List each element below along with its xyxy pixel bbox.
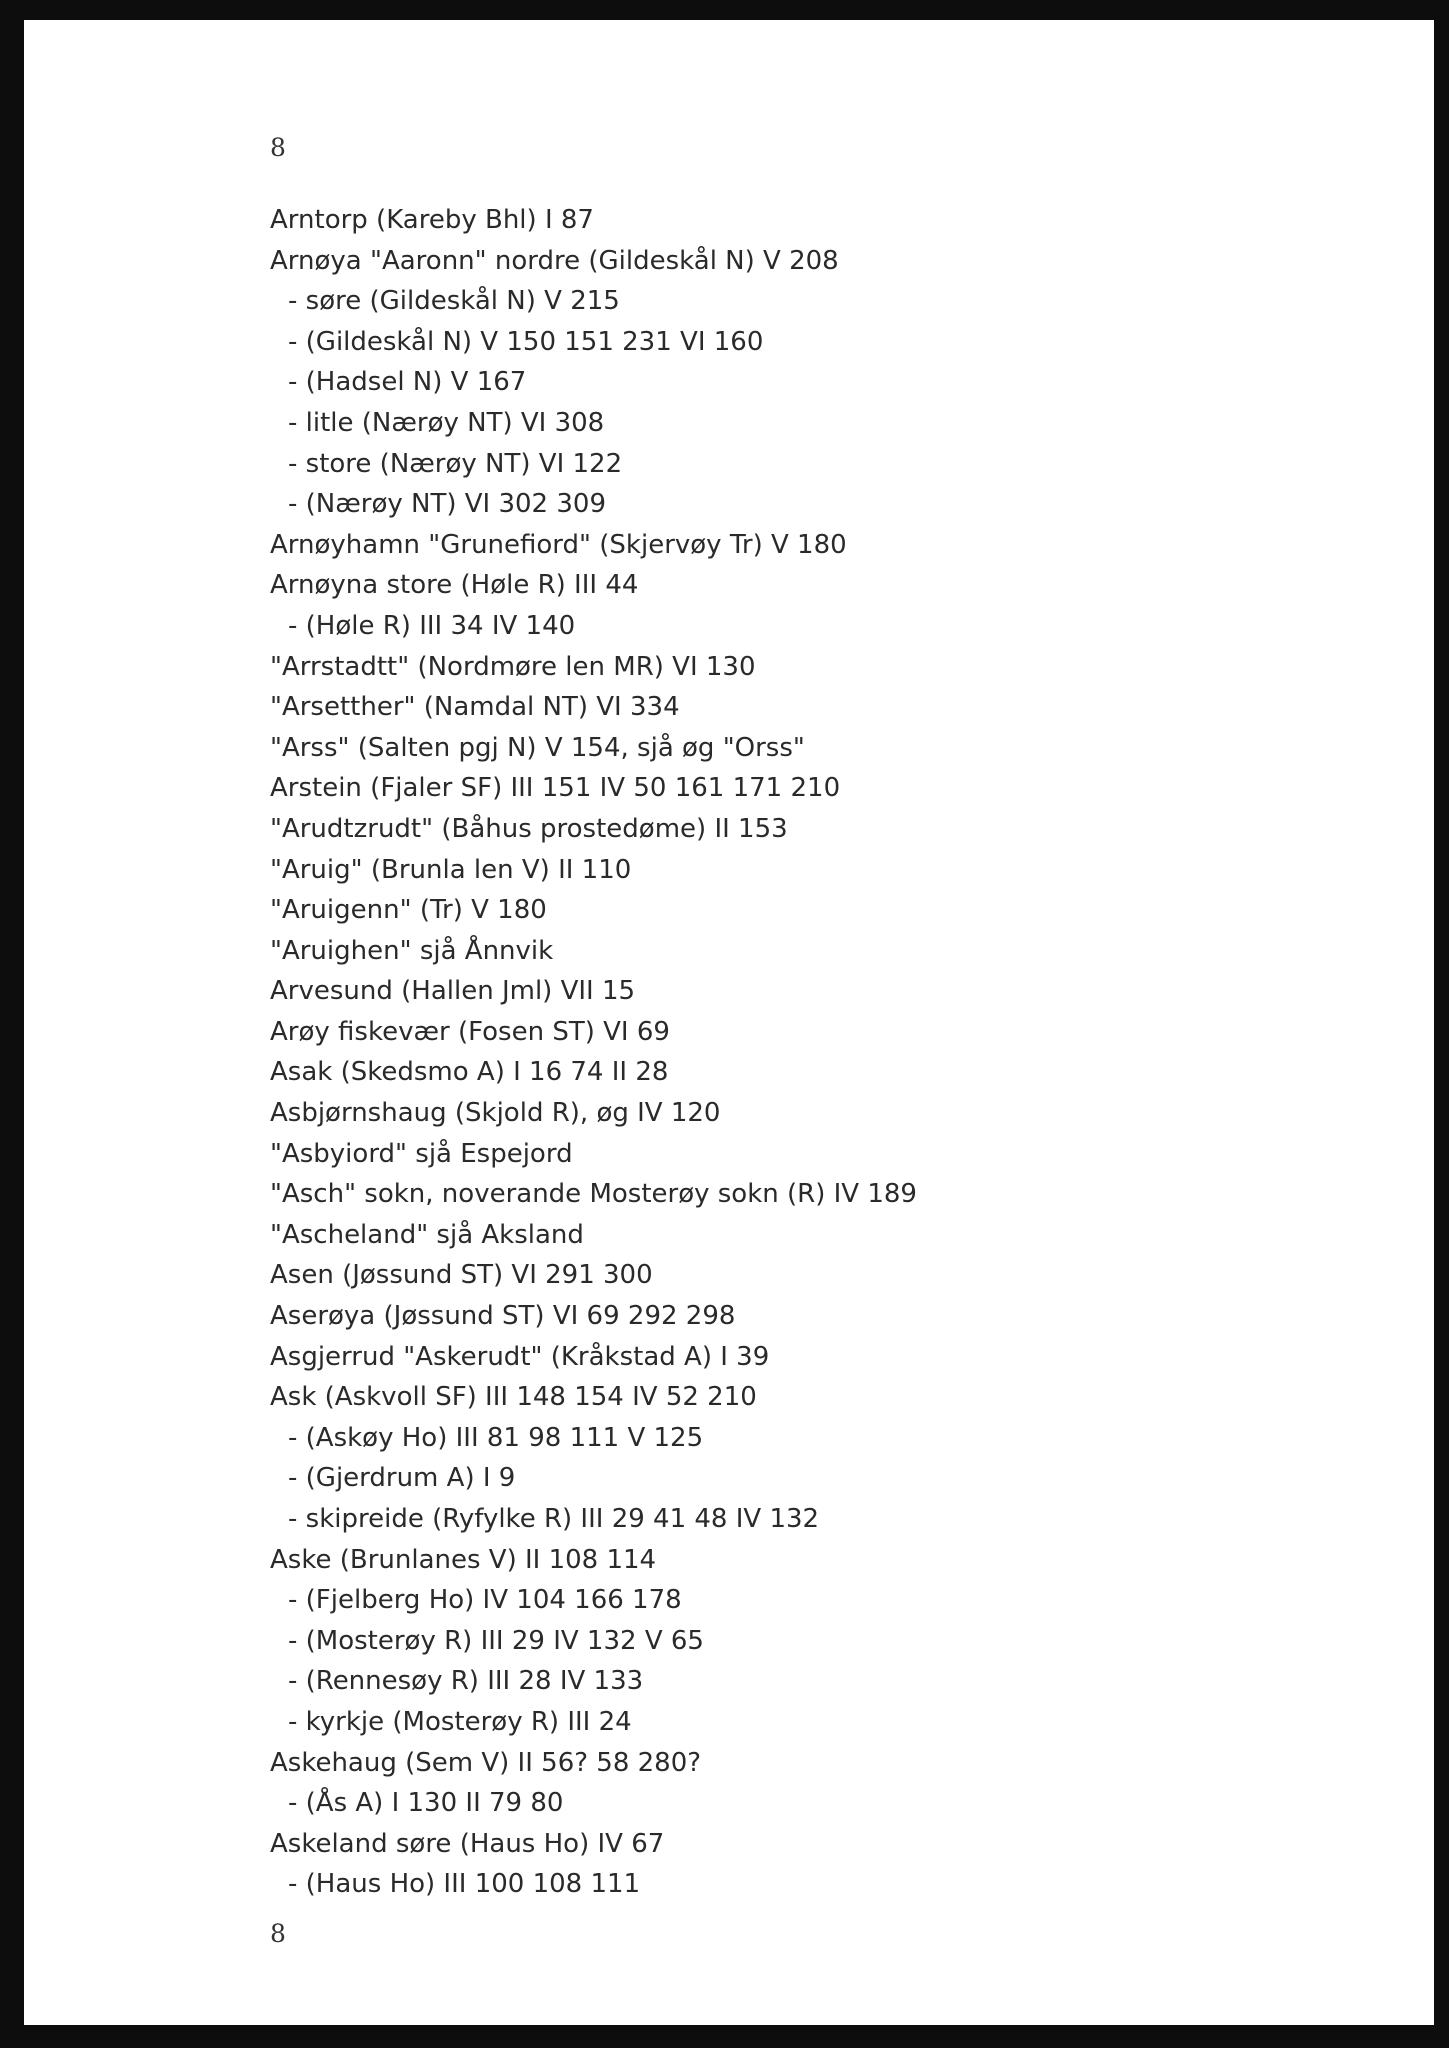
index-entry: Asgjerrud "Askerudt" (Kråkstad A) I 39 (270, 1341, 770, 1372)
index-entry: Arvesund (Hallen Jml) VII 15 (270, 976, 636, 1007)
index-entry: "Ascheland" sjå Aksland (270, 1219, 584, 1250)
index-entry: Arstein (Fjaler SF) III 151 IV 50 161 171 210 (270, 773, 841, 804)
page-number-bottom: 8 (270, 1919, 286, 1948)
index-entry: - litle (Nærøy NT) VI 308 (288, 407, 605, 438)
index-entry: - (Nærøy NT) VI 302 309 (288, 489, 606, 520)
index-entry: - (Askøy Ho) III 81 98 111 V 125 (288, 1422, 704, 1453)
index-entry: "Aruighen" sjå Ånnvik (270, 935, 554, 966)
document-page (24, 20, 1434, 2025)
index-entry: - søre (Gildeskål N) V 215 (288, 286, 620, 317)
index-entry: "Arsetther" (Namdal NT) VI 334 (270, 692, 680, 723)
index-entry: - store (Nærøy NT) VI 122 (288, 448, 623, 479)
index-entry: Arøy fiskevær (Fosen ST) VI 69 (270, 1016, 670, 1047)
index-entry: - (Gjerdrum A) I 9 (288, 1463, 516, 1494)
index-entry: Ask (Askvoll SF) III 148 154 IV 52 210 (270, 1382, 757, 1413)
index-entry: "Arudtzrudt" (Båhus prostedøme) II 153 (270, 813, 788, 844)
index-entry: "Arrstadtt" (Nordmøre len MR) VI 130 (270, 651, 756, 682)
index-entry-list (270, 200, 1370, 1905)
index-entry: - skipreide (Ryfylke R) III 29 41 48 IV 132 (288, 1504, 820, 1534)
index-entry: Arnøyhamn "Grunefiord" (Skjervøy Tr) V 180 (270, 529, 847, 560)
page-number-top: 8 (270, 133, 286, 162)
index-entry: "Aruig" (Brunla len V) II 110 (270, 854, 632, 885)
index-entry: Arnøyna store (Høle R) III 44 (270, 570, 639, 601)
index-entry: Asen (Jøssund ST) VI 291 300 (270, 1260, 653, 1291)
index-entry: Asak (Skedsmo A) I 16 74 II 28 (270, 1057, 669, 1088)
index-entry: Askehaug (Sem V) II 56? 58 280? (270, 1747, 702, 1778)
index-entry: Arntorp (Kareby Bhl) I 87 (270, 205, 594, 235)
index-entry: - (Gildeskål N) V 150 151 231 VI 160 (288, 326, 764, 357)
index-entry: - (Haus Ho) III 100 108 111 (288, 1869, 641, 1900)
index-entry: "Arss" (Salten pgj N) V 154, sjå øg "Orss" (270, 732, 805, 763)
index-entry: - (Fjelberg Ho) IV 104 166 178 (288, 1585, 682, 1616)
index-entry: Asbjørnshaug (Skjold R), øg IV 120 (270, 1098, 721, 1129)
index-entry: - (Høle R) III 34 IV 140 (288, 610, 576, 641)
index-entry: Aserøya (Jøssund ST) VI 69 292 298 (270, 1301, 736, 1332)
index-entry: - (Rennesøy R) III 28 IV 133 (288, 1666, 644, 1697)
index-entry: - (Hadsel N) V 167 (288, 367, 527, 398)
index-entry: "Asbyiord" sjå Espejord (270, 1138, 573, 1169)
index-entry: - kyrkje (Mosterøy R) III 24 (288, 1706, 632, 1737)
index-entry: "Asch" sokn, noverande Mosterøy sokn (R) IV 189 (270, 1179, 917, 1210)
index-entry: - (Mosterøy R) III 29 IV 132 V 65 (288, 1625, 704, 1656)
index-entry: Aske (Brunlanes V) II 108 114 (270, 1544, 657, 1575)
index-entry: "Aruigenn" (Tr) V 180 (270, 895, 547, 926)
index-entry: Askeland søre (Haus Ho) IV 67 (270, 1828, 665, 1859)
index-entry: - (Ås A) I 130 II 79 80 (288, 1788, 564, 1819)
index-entry: Arnøya "Aaronn" nordre (Gildeskål N) V 208 (270, 245, 839, 276)
